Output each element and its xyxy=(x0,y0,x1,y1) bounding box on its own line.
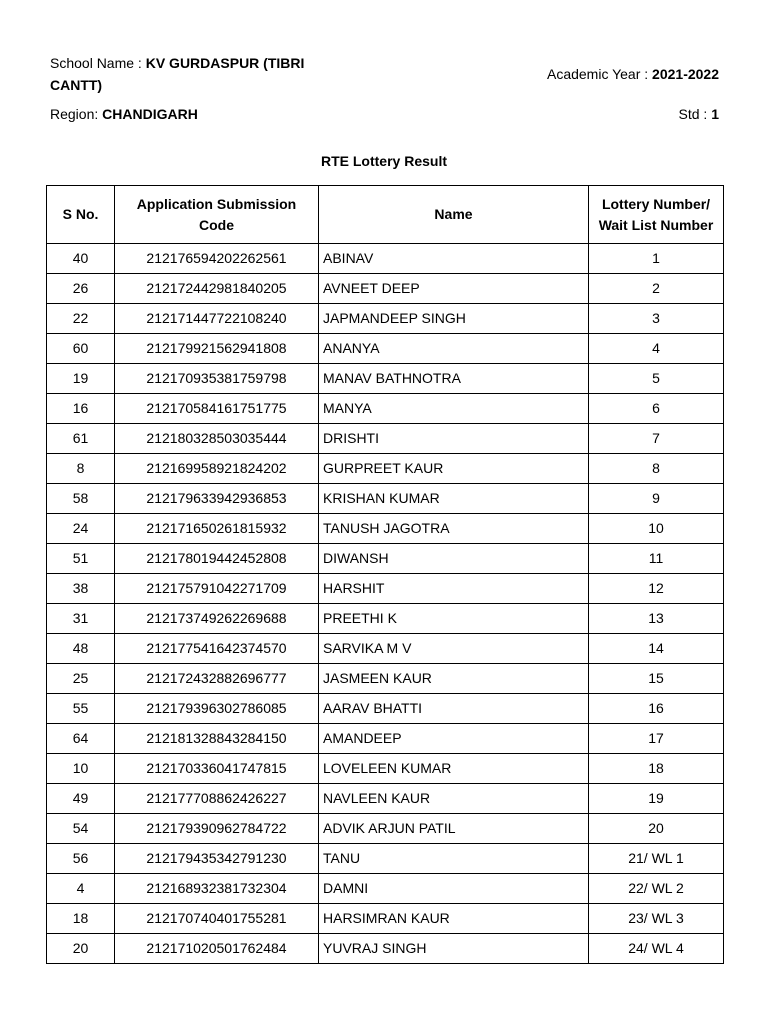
table-row xyxy=(47,304,724,334)
cell-name: LOVELEEN KUMAR xyxy=(319,754,589,784)
column-header-application-code: Application Submission Code xyxy=(115,186,319,244)
cell-lottery-number: 6 xyxy=(589,394,724,424)
cell-sno: 25 xyxy=(47,664,115,694)
cell-name: TANU xyxy=(319,844,589,874)
cell-application-code: 212170584161751775 xyxy=(115,394,319,424)
table-row xyxy=(47,844,724,874)
table-row xyxy=(47,754,724,784)
cell-sno: 61 xyxy=(47,424,115,454)
cell-application-code: 212176594202262561 xyxy=(115,244,319,274)
cell-lottery-number: 18 xyxy=(589,754,724,784)
cell-application-code: 212172442981840205 xyxy=(115,274,319,304)
table-row xyxy=(47,454,724,484)
cell-lottery-number: 9 xyxy=(589,484,724,514)
cell-application-code: 212179921562941808 xyxy=(115,334,319,364)
cell-application-code: 212179390962784722 xyxy=(115,814,319,844)
std-label: Std : xyxy=(678,106,712,122)
cell-application-code: 212171650261815932 xyxy=(115,514,319,544)
cell-name: KRISHAN KUMAR xyxy=(319,484,589,514)
cell-lottery-number: 13 xyxy=(589,604,724,634)
cell-lottery-number: 3 xyxy=(589,304,724,334)
table-row xyxy=(47,424,724,454)
cell-application-code: 212179633942936853 xyxy=(115,484,319,514)
cell-lottery-number: 14 xyxy=(589,634,724,664)
cell-lottery-number: 20 xyxy=(589,814,724,844)
academic-year-label: Academic Year : xyxy=(546,66,653,82)
cell-name: GURPREET KAUR xyxy=(319,454,589,484)
cell-application-code: 212169958921824202 xyxy=(115,454,319,484)
cell-lottery-number: 12 xyxy=(589,574,724,604)
cell-sno: 31 xyxy=(47,604,115,634)
cell-application-code: 212170336041747815 xyxy=(115,754,319,784)
cell-sno: 49 xyxy=(47,784,115,814)
cell-application-code: 212171447722108240 xyxy=(115,304,319,334)
cell-sno: 16 xyxy=(47,394,115,424)
table-row xyxy=(47,364,724,394)
cell-lottery-number: 19 xyxy=(589,784,724,814)
cell-lottery-number: 1 xyxy=(589,244,724,274)
cell-application-code: 212177708862426227 xyxy=(115,784,319,814)
cell-name: AARAV BHATTI xyxy=(319,694,589,724)
cell-lottery-number: 21/ WL 1 xyxy=(589,844,724,874)
table-row xyxy=(47,664,724,694)
cell-name: HARSIMRAN KAUR xyxy=(319,904,589,934)
cell-application-code: 212181328843284150 xyxy=(115,724,319,754)
cell-name: SARVIKA M V xyxy=(319,634,589,664)
cell-name: AVNEET DEEP xyxy=(319,274,589,304)
cell-application-code: 212177541642374570 xyxy=(115,634,319,664)
cell-application-code: 212175791042271709 xyxy=(115,574,319,604)
table-row xyxy=(47,274,724,304)
cell-application-code: 212170740401755281 xyxy=(115,904,319,934)
column-header-lottery-number: Lottery Number/ Wait List Number xyxy=(589,186,724,244)
cell-application-code: 212178019442452808 xyxy=(115,544,319,574)
cell-sno: 56 xyxy=(47,844,115,874)
column-header-name: Name xyxy=(319,186,589,244)
cell-name: PREETHI K xyxy=(319,604,589,634)
table-row xyxy=(47,514,724,544)
cell-name: DRISHTI xyxy=(319,424,589,454)
cell-lottery-number: 4 xyxy=(589,334,724,364)
table-row xyxy=(47,604,724,634)
region-label: Region: xyxy=(50,106,103,122)
cell-name: JAPMANDEEP SINGH xyxy=(319,304,589,334)
page-title: RTE Lottery Result xyxy=(320,153,447,169)
table-row xyxy=(47,244,724,274)
table-row xyxy=(47,874,724,904)
table-row xyxy=(47,784,724,814)
cell-name: JASMEEN KAUR xyxy=(319,664,589,694)
cell-sno: 60 xyxy=(47,334,115,364)
cell-name: HARSHIT xyxy=(319,574,589,604)
cell-sno: 38 xyxy=(47,574,115,604)
cell-name: DIWANSH xyxy=(319,544,589,574)
table-row xyxy=(47,394,724,424)
table-row xyxy=(47,574,724,604)
cell-application-code: 212179396302786085 xyxy=(115,694,319,724)
cell-application-code: 212171020501762484 xyxy=(115,934,319,964)
cell-name: ADVIK ARJUN PATIL xyxy=(319,814,589,844)
cell-sno: 19 xyxy=(47,364,115,394)
region-value: CHANDIGARH xyxy=(102,106,198,122)
cell-name: ABINAV xyxy=(319,244,589,274)
cell-name: NAVLEEN KAUR xyxy=(319,784,589,814)
table-row xyxy=(47,484,724,514)
school-name xyxy=(50,52,350,96)
cell-name: MANAV BATHNOTRA xyxy=(319,364,589,394)
cell-name: AMANDEEP xyxy=(319,724,589,754)
cell-sno: 4 xyxy=(47,874,115,904)
cell-sno: 64 xyxy=(47,724,115,754)
cell-sno: 55 xyxy=(47,694,115,724)
cell-sno: 10 xyxy=(47,754,115,784)
table-row xyxy=(47,544,724,574)
cell-sno: 26 xyxy=(47,274,115,304)
cell-lottery-number: 11 xyxy=(589,544,724,574)
cell-lottery-number: 16 xyxy=(589,694,724,724)
cell-sno: 24 xyxy=(47,514,115,544)
cell-sno: 20 xyxy=(47,934,115,964)
table-row xyxy=(47,334,724,364)
school-name-value: KV GURDASPUR (TIBRI CANTT) xyxy=(50,55,305,93)
cell-lottery-number: 23/ WL 3 xyxy=(589,904,724,934)
table-row xyxy=(47,934,724,964)
std xyxy=(679,103,719,125)
cell-name: MANYA xyxy=(319,394,589,424)
cell-sno: 18 xyxy=(47,904,115,934)
cell-lottery-number: 7 xyxy=(589,424,724,454)
cell-application-code: 212170935381759798 xyxy=(115,364,319,394)
cell-application-code: 212180328503035444 xyxy=(115,424,319,454)
table-row xyxy=(47,814,724,844)
cell-lottery-number: 24/ WL 4 xyxy=(589,934,724,964)
cell-application-code: 212168932381732304 xyxy=(115,874,319,904)
lottery-result-table xyxy=(46,185,724,964)
column-header-sno: S No. xyxy=(47,186,115,244)
table-row xyxy=(47,904,724,934)
academic-year xyxy=(547,63,719,85)
school-name-label: School Name : xyxy=(50,55,146,71)
cell-lottery-number: 8 xyxy=(589,454,724,484)
table-row xyxy=(47,694,724,724)
cell-name: DAMNI xyxy=(319,874,589,904)
region xyxy=(50,103,198,125)
cell-application-code: 212172432882696777 xyxy=(115,664,319,694)
cell-lottery-number: 2 xyxy=(589,274,724,304)
cell-sno: 48 xyxy=(47,634,115,664)
cell-sno: 58 xyxy=(47,484,115,514)
std-value: 1 xyxy=(711,106,719,122)
cell-lottery-number: 15 xyxy=(589,664,724,694)
table-body xyxy=(47,244,724,964)
cell-name: ANANYA xyxy=(319,334,589,364)
cell-sno: 54 xyxy=(47,814,115,844)
academic-year-value: 2021-2022 xyxy=(652,66,719,82)
cell-sno: 51 xyxy=(47,544,115,574)
table-header-row xyxy=(47,186,724,244)
cell-lottery-number: 10 xyxy=(589,514,724,544)
cell-application-code: 212173749262269688 xyxy=(115,604,319,634)
cell-sno: 8 xyxy=(47,454,115,484)
cell-lottery-number: 17 xyxy=(589,724,724,754)
cell-lottery-number: 5 xyxy=(589,364,724,394)
cell-application-code: 212179435342791230 xyxy=(115,844,319,874)
table-row xyxy=(47,724,724,754)
cell-name: TANUSH JAGOTRA xyxy=(319,514,589,544)
cell-sno: 40 xyxy=(47,244,115,274)
cell-sno: 22 xyxy=(47,304,115,334)
cell-lottery-number: 22/ WL 2 xyxy=(589,874,724,904)
cell-name: YUVRAJ SINGH xyxy=(319,934,589,964)
table-row xyxy=(47,634,724,664)
